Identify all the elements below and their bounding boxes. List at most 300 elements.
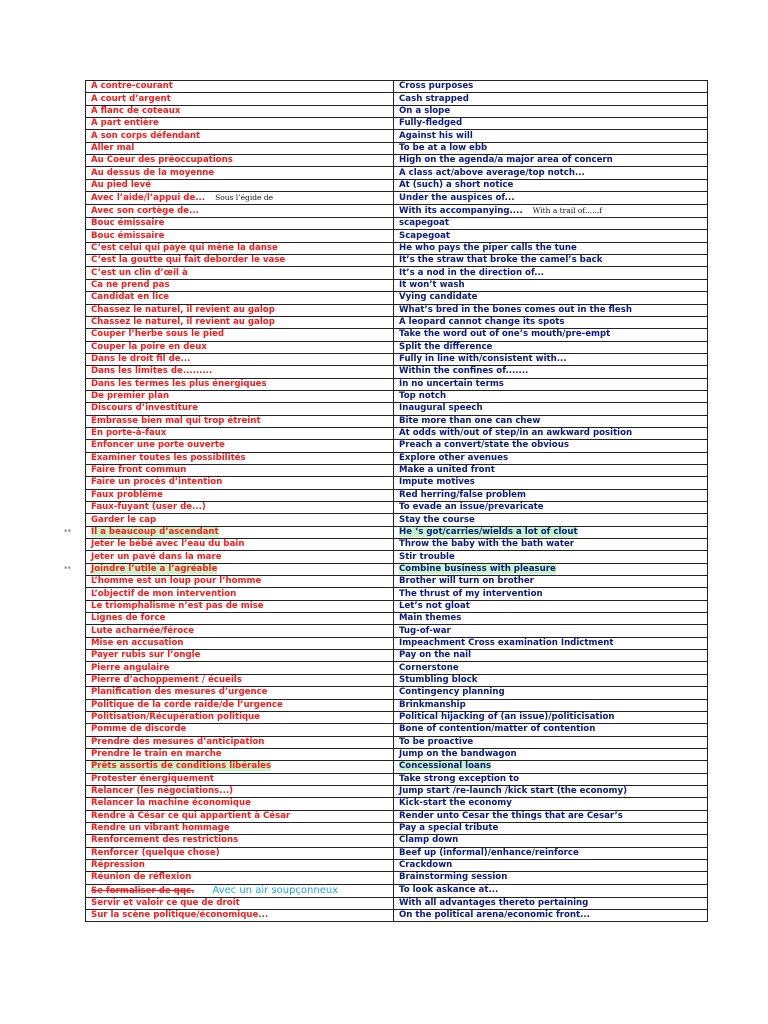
- french-cell: [86, 761, 394, 773]
- english-cell: [394, 440, 708, 452]
- french-phrase: Avec l’aide/l’appui de...: [91, 193, 206, 204]
- english-phrase: Impute motives: [399, 477, 475, 488]
- english-cell: [394, 613, 708, 625]
- french-cell: [86, 514, 394, 526]
- table-row: [86, 329, 708, 341]
- french-cell: [86, 588, 394, 600]
- french-phrase: Faux problème: [91, 489, 163, 500]
- table-row: [86, 514, 708, 526]
- table-row: [86, 859, 708, 871]
- english-cell: [394, 179, 708, 191]
- french-phrase: Avec son cortège de...: [91, 205, 199, 216]
- french-phrase: A flanc de coteaux: [91, 105, 181, 116]
- english-cell: [394, 674, 708, 686]
- english-cell: [394, 822, 708, 834]
- english-phrase: Top notch: [399, 391, 447, 402]
- english-phrase: Take strong exception to: [399, 773, 520, 784]
- french-phrase: Candidat en lice: [91, 292, 170, 303]
- english-cell: [394, 526, 708, 538]
- english-phrase: Jump start /re-launch /kick start (the economy): [399, 786, 627, 797]
- french-phrase: Renforcement des restrictions: [91, 835, 239, 846]
- french-phrase: A court d’argent: [91, 93, 171, 104]
- french-cell: [86, 179, 394, 191]
- french-phrase: Répression: [91, 860, 145, 871]
- english-phrase: Tug-of-war: [399, 625, 451, 636]
- table-row: [86, 142, 708, 154]
- french-phrase: Protester énergiquement: [91, 773, 214, 784]
- french-phrase: Prendre le train en marche: [91, 749, 222, 760]
- french-phrase: Enfoncer une porte ouverte: [91, 440, 225, 451]
- french-cell: [86, 242, 394, 254]
- table-row: [86, 897, 708, 909]
- english-phrase: High on the agenda/a major area of concern: [399, 155, 613, 166]
- french-phrase: Se formaliser de qqc.: [91, 885, 195, 896]
- french-phrase: Servir et valoir ce que de droit: [91, 897, 240, 908]
- english-phrase: Cash strapped: [399, 93, 469, 104]
- table-row: [86, 551, 708, 563]
- english-phrase: At odds with/out of step/in an awkward position: [399, 428, 633, 439]
- english-cell: [394, 872, 708, 884]
- table-row: [86, 736, 708, 748]
- table-row: [86, 588, 708, 600]
- french-cell: [86, 847, 394, 859]
- french-cell: [86, 835, 394, 847]
- french-phrase: Au dessus de la moyenne: [91, 167, 215, 178]
- english-cell: [394, 884, 708, 897]
- french-phrase: A son corps défendant: [91, 130, 201, 141]
- french-phrase: Il a beaucoup d’ascendant: [91, 526, 219, 537]
- english-cell: [394, 588, 708, 600]
- english-phrase: Red herring/false problem: [399, 489, 526, 500]
- french-cell: [86, 93, 394, 105]
- french-phrase: Le triomphalisme n’est pas de mise: [91, 600, 264, 611]
- english-phrase: Take the word out of one’s mouth/pre-empt: [399, 329, 611, 340]
- english-phrase: Scapegoat: [399, 230, 451, 241]
- french-cell: [86, 785, 394, 797]
- french-cell: [86, 440, 394, 452]
- english-phrase: The thrust of my intervention: [399, 588, 543, 599]
- table-row: [86, 205, 708, 218]
- english-cell: [394, 798, 708, 810]
- english-phrase: Stay the course: [399, 514, 475, 525]
- french-cell: [86, 167, 394, 179]
- french-phrase: Réunion de réflexion: [91, 872, 192, 883]
- table-row: [86, 600, 708, 612]
- english-cell: [394, 514, 708, 526]
- french-phrase: Examiner toutes les possibilités: [91, 452, 246, 463]
- french-phrase: Garder le cap: [91, 514, 157, 525]
- table-row: [86, 724, 708, 736]
- english-cell: [394, 576, 708, 588]
- french-phrase: Planification des mesures d’urgence: [91, 687, 268, 698]
- french-cell: [86, 477, 394, 489]
- english-cell: [394, 539, 708, 551]
- french-cell: [86, 551, 394, 563]
- english-cell: [394, 142, 708, 154]
- table-row: [86, 155, 708, 167]
- table-row: [86, 477, 708, 489]
- french-phrase: C’est la goutte qui fait deborder le vase: [91, 255, 286, 266]
- english-cell: [394, 625, 708, 637]
- english-cell: [394, 279, 708, 291]
- table-row: [86, 440, 708, 452]
- english-phrase: Fully in line with/consistent with...: [399, 354, 567, 365]
- english-phrase: Pay a special tribute: [399, 823, 499, 834]
- english-cell: [394, 452, 708, 464]
- row-marker: **: [64, 564, 71, 573]
- french-phrase: Relancer la machine économique: [91, 798, 251, 809]
- french-cell: [86, 105, 394, 117]
- english-note: With a trail of......f: [532, 206, 603, 216]
- english-cell: [394, 130, 708, 142]
- french-cell: [86, 810, 394, 822]
- french-phrase: Relancer (les négociations...): [91, 786, 234, 797]
- french-cell: [86, 316, 394, 328]
- french-cell: [86, 230, 394, 242]
- table-row: [86, 613, 708, 625]
- table-row: [86, 872, 708, 884]
- english-cell: [394, 687, 708, 699]
- english-cell: [394, 255, 708, 267]
- english-phrase: Within the confines of.......: [399, 366, 529, 377]
- english-cell: [394, 341, 708, 353]
- table-row: [86, 526, 708, 538]
- table-row: [86, 105, 708, 117]
- french-phrase: Bouc émissaire: [91, 218, 165, 229]
- french-phrase: A contre-courant: [91, 81, 173, 92]
- french-phrase: Bouc émissaire: [91, 230, 165, 241]
- french-cell: [86, 502, 394, 514]
- table-row: [86, 427, 708, 439]
- table-row: [86, 884, 708, 897]
- french-cell: [86, 711, 394, 723]
- table-row: [86, 304, 708, 316]
- french-cell: [86, 600, 394, 612]
- french-cell: [86, 81, 394, 93]
- english-phrase: It’s the straw that broke the camel’s back: [399, 255, 603, 266]
- french-cell: [86, 748, 394, 760]
- english-cell: [394, 192, 708, 205]
- french-cell: [86, 390, 394, 402]
- french-phrase: Pomme de discorde: [91, 724, 187, 735]
- table-row: [86, 279, 708, 291]
- english-phrase: Jump on the bandwagon: [399, 749, 517, 760]
- english-phrase: Stir trouble: [399, 551, 455, 562]
- table-row: [86, 637, 708, 649]
- table-row: [86, 452, 708, 464]
- english-phrase: What’s bred in the bones comes out in the flesh: [399, 304, 632, 315]
- table-row: [86, 910, 708, 922]
- table-row: [86, 662, 708, 674]
- english-phrase: Kick-start the economy: [399, 798, 512, 809]
- french-cell: [86, 192, 394, 205]
- english-cell: [394, 218, 708, 230]
- french-phrase: Prêts assortis de conditions libérales: [91, 761, 272, 772]
- english-phrase: On the political arena/economic front...: [399, 910, 590, 921]
- french-phrase: Ca ne prend pas: [91, 279, 170, 290]
- english-phrase: Under the auspices of...: [399, 192, 515, 203]
- french-cell: [86, 218, 394, 230]
- table-row: [86, 403, 708, 415]
- english-cell: [394, 118, 708, 130]
- table-row: [86, 218, 708, 230]
- french-cell: [86, 859, 394, 871]
- english-phrase: Impeachment Cross examination Indictment: [399, 637, 614, 648]
- english-phrase: Brinkmanship: [399, 699, 466, 710]
- french-phrase: Joindre l’utile a l’agréable: [91, 563, 218, 574]
- english-phrase: Explore other avenues: [399, 452, 509, 463]
- english-phrase: It won’t wash: [399, 279, 465, 290]
- table-row: [86, 390, 708, 402]
- english-cell: [394, 859, 708, 871]
- english-phrase: Political hijacking of (an issue)/politicisation: [399, 712, 615, 723]
- english-cell: [394, 748, 708, 760]
- table-row: [86, 502, 708, 514]
- english-phrase: Combine business with pleasure: [399, 563, 556, 574]
- table-row: [86, 798, 708, 810]
- english-phrase: With all advantages thereto pertaining: [399, 897, 589, 908]
- french-phrase: Rendre un vibrant hommage: [91, 823, 230, 834]
- french-phrase: Sur la scène politique/économique...: [91, 910, 269, 921]
- english-phrase: Render unto Cesar the things that are Cesar’s: [399, 810, 623, 821]
- english-cell: [394, 600, 708, 612]
- english-cell: [394, 847, 708, 859]
- french-cell: [86, 378, 394, 390]
- french-phrase: Embrasse bien mal qui trop étreint: [91, 415, 261, 426]
- french-cell: [86, 662, 394, 674]
- french-cell: [86, 576, 394, 588]
- french-cell: [86, 415, 394, 427]
- english-cell: [394, 650, 708, 662]
- french-cell: [86, 464, 394, 476]
- english-phrase: Fully-fledged: [399, 118, 463, 129]
- english-cell: [394, 736, 708, 748]
- french-cell: [86, 452, 394, 464]
- table-row: [86, 415, 708, 427]
- table-row: [86, 255, 708, 267]
- english-cell: [394, 105, 708, 117]
- french-phrase: Faire front commun: [91, 465, 187, 476]
- french-cell: [64, 563, 394, 575]
- french-cell: [86, 897, 394, 909]
- english-cell: [394, 835, 708, 847]
- french-cell: [86, 687, 394, 699]
- english-phrase: Bite more than one can chew: [399, 415, 541, 426]
- english-phrase: He ‘s got/carries/wields a lot of clout: [399, 526, 578, 537]
- table-row: [86, 179, 708, 191]
- english-cell: [394, 93, 708, 105]
- table-row: [86, 292, 708, 304]
- table-row: [86, 687, 708, 699]
- french-cell: [86, 674, 394, 686]
- french-cell: [86, 699, 394, 711]
- english-cell: [394, 489, 708, 501]
- french-phrase: Pierre angulaire: [91, 662, 170, 673]
- french-cell: [86, 205, 394, 218]
- english-cell: [394, 810, 708, 822]
- english-cell: [394, 205, 708, 218]
- french-cell: [86, 613, 394, 625]
- french-phrase: Dans les termes les plus énergiques: [91, 378, 267, 389]
- english-phrase: Split the difference: [399, 341, 493, 352]
- french-phrase: Aller mal: [91, 142, 135, 153]
- french-cell: [86, 539, 394, 551]
- french-cell: [86, 625, 394, 637]
- table-row: [86, 93, 708, 105]
- row-marker: **: [64, 527, 71, 536]
- english-phrase: In no uncertain terms: [399, 378, 504, 389]
- english-cell: [394, 897, 708, 909]
- english-cell: [394, 366, 708, 378]
- english-phrase: Pay on the nail: [399, 650, 472, 661]
- english-phrase: Crackdown: [399, 860, 453, 871]
- english-phrase: With its accompanying....: [399, 206, 523, 217]
- english-phrase: Stumbling block: [399, 674, 478, 685]
- table-row: [86, 192, 708, 205]
- english-cell: [394, 427, 708, 439]
- table-row: [86, 464, 708, 476]
- french-cell: [86, 304, 394, 316]
- french-phrase: Mise en accusation: [91, 637, 184, 648]
- english-cell: [394, 415, 708, 427]
- english-phrase: scapegoat: [399, 218, 449, 229]
- english-phrase: Let’s not gloat: [399, 600, 470, 611]
- french-cell: [86, 872, 394, 884]
- french-phrase: C’est celui qui paye qui mène la danse: [91, 242, 278, 253]
- english-cell: [394, 267, 708, 279]
- english-phrase: Bone of contention/matter of contention: [399, 724, 596, 735]
- french-cell: [86, 403, 394, 415]
- french-phrase: Chassez le naturel, il revient au galop: [91, 304, 275, 315]
- english-cell: [394, 637, 708, 649]
- english-cell: [394, 563, 708, 575]
- french-phrase: L’objectif de mon intervention: [91, 588, 237, 599]
- table-row: [86, 650, 708, 662]
- french-phrase: Chassez le naturel, il revient au galop: [91, 317, 275, 328]
- table-row: [86, 230, 708, 242]
- english-phrase: It’s a nod in the direction of...: [399, 267, 545, 278]
- english-cell: [394, 353, 708, 365]
- french-cell: [86, 155, 394, 167]
- french-cell: [86, 142, 394, 154]
- english-phrase: Cross purposes: [399, 81, 474, 92]
- french-cell: [86, 650, 394, 662]
- phrase-table: [64, 80, 708, 922]
- french-cell: [86, 724, 394, 736]
- french-cell: [86, 489, 394, 501]
- english-cell: [394, 230, 708, 242]
- english-phrase: To look askance at...: [399, 885, 499, 896]
- french-cell: [86, 366, 394, 378]
- english-cell: [394, 910, 708, 922]
- english-cell: [394, 390, 708, 402]
- english-cell: [394, 662, 708, 674]
- table-row: [86, 576, 708, 588]
- english-cell: [394, 304, 708, 316]
- table-row: [86, 761, 708, 773]
- english-phrase: Clamp down: [399, 835, 459, 846]
- english-cell: [394, 502, 708, 514]
- english-phrase: Brainstorming session: [399, 872, 508, 883]
- table-row: [86, 316, 708, 328]
- french-cell: [86, 773, 394, 785]
- french-phrase: Faire un procès d’intention: [91, 477, 223, 488]
- english-cell: [394, 724, 708, 736]
- french-phrase: Renforcer (quelque chose): [91, 847, 220, 858]
- english-cell: [394, 242, 708, 254]
- english-phrase: Vying candidate: [399, 292, 478, 303]
- french-phrase: A part entière: [91, 118, 159, 129]
- english-phrase: Brother will turn on brother: [399, 576, 534, 587]
- english-cell: [394, 551, 708, 563]
- french-cell: [86, 822, 394, 834]
- french-note: Avec un air soupçonneux: [212, 884, 339, 896]
- french-phrase: Couper l’herbe sous le pied: [91, 329, 224, 340]
- french-cell: [86, 798, 394, 810]
- english-phrase: A class act/above average/top notch...: [399, 167, 585, 178]
- english-phrase: Main themes: [399, 613, 462, 624]
- french-phrase: Payer rubis sur l’ongle: [91, 650, 201, 661]
- english-cell: [394, 316, 708, 328]
- english-phrase: Contingency planning: [399, 687, 505, 698]
- french-phrase: Lignes de force: [91, 613, 166, 624]
- english-phrase: Cornerstone: [399, 662, 459, 673]
- english-cell: [394, 773, 708, 785]
- english-phrase: To be proactive: [399, 736, 474, 747]
- table-row: [86, 366, 708, 378]
- table-row: [86, 353, 708, 365]
- french-phrase: De premier plan: [91, 391, 170, 402]
- table-row: [86, 822, 708, 834]
- french-phrase: Rendre à César ce qui appartient à César: [91, 810, 291, 821]
- french-cell: [64, 526, 394, 538]
- french-cell: [86, 910, 394, 922]
- english-phrase: On a slope: [399, 105, 451, 116]
- english-phrase: He who pays the piper calls the tune: [399, 242, 577, 253]
- french-phrase: Discours d’investiture: [91, 403, 199, 414]
- english-phrase: A leopard cannot change its spots: [399, 317, 565, 328]
- english-cell: [394, 477, 708, 489]
- french-cell: [86, 130, 394, 142]
- table-row: [86, 810, 708, 822]
- french-phrase: Jeter le bébé avec l’eau du bain: [91, 539, 245, 550]
- french-phrase: Jeter un pavé dans la mare: [91, 551, 222, 562]
- english-phrase: Beef up (informal)/enhance/reinforce: [399, 847, 579, 858]
- french-phrase: Politique de la corde raide/de l’urgence: [91, 699, 283, 710]
- english-cell: [394, 464, 708, 476]
- table-row: [86, 341, 708, 353]
- french-phrase: Faux-fuyant (user de...): [91, 502, 206, 513]
- french-cell: [86, 736, 394, 748]
- french-cell: [86, 341, 394, 353]
- french-note: Sous l’égide de: [215, 193, 274, 203]
- english-phrase: Throw the baby with the bath water: [399, 539, 575, 550]
- french-cell: [86, 279, 394, 291]
- table-row: [86, 130, 708, 142]
- table-row: [86, 378, 708, 390]
- french-phrase: Lute acharnée/féroce: [91, 625, 195, 636]
- english-phrase: At (such) a short notice: [399, 179, 514, 190]
- french-cell: [86, 353, 394, 365]
- french-phrase: En porte-à-faux: [91, 428, 167, 439]
- french-cell: [86, 118, 394, 130]
- english-phrase: To evade an issue/prevaricate: [399, 502, 544, 513]
- english-cell: [394, 761, 708, 773]
- english-cell: [394, 329, 708, 341]
- french-phrase: C’est un clin d’œil à: [91, 267, 188, 278]
- table-row: [86, 563, 708, 575]
- table-row: [86, 711, 708, 723]
